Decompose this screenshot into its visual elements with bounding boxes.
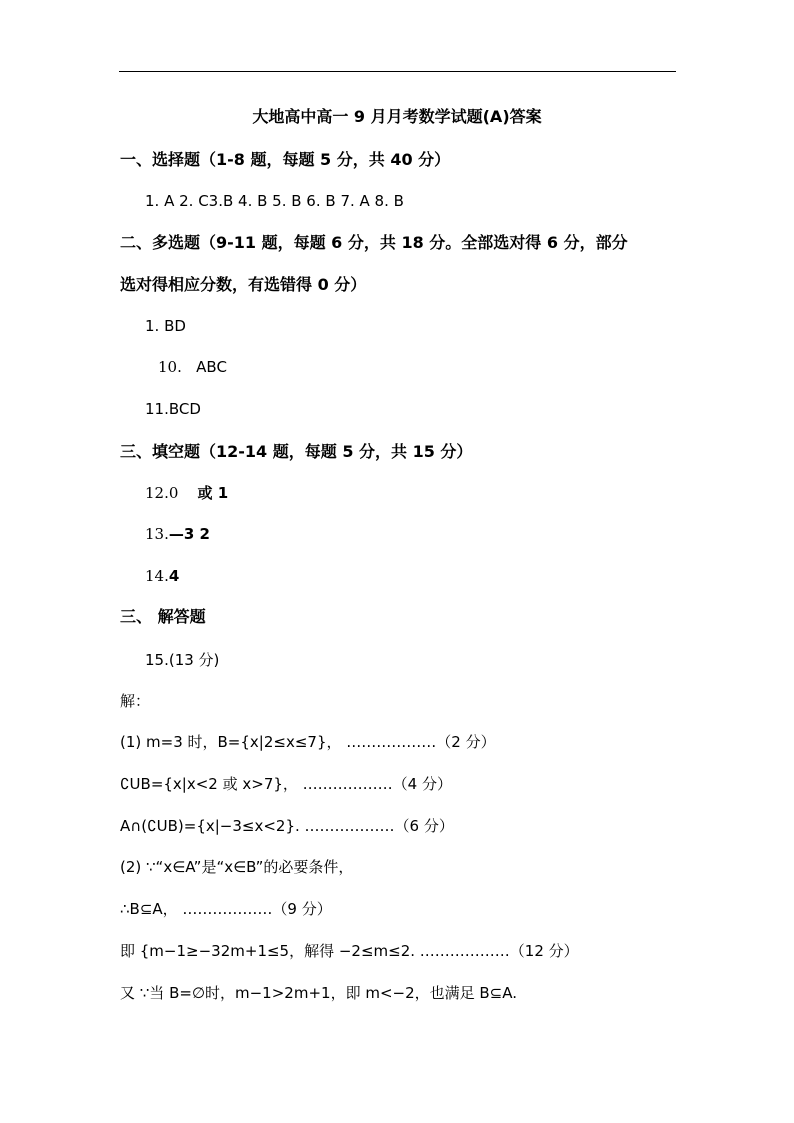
answer-value: —3 2 <box>168 525 210 543</box>
solution-label: 解： <box>120 692 151 710</box>
answer-value: 4 <box>168 567 180 585</box>
section-3-heading: 三、填空题（12-14 题，每题 5 分，共 15 分） <box>120 442 473 461</box>
section-1-answers: 1. A 2. C3.B 4. B 5. B 6. B 7. A 8. B <box>145 192 404 210</box>
section-1-heading: 一、选择题（1-8 题，每题 5 分，共 40 分） <box>120 150 451 169</box>
section-3-answer-13 <box>145 524 210 544</box>
question-15-label: 15.(13 分) <box>145 651 220 669</box>
solution-line-6: 即 {m−1≥−32m+1≤5，解得 −2≤m≤2. ………………（12 分） <box>120 942 579 960</box>
section-2-heading-line2: 选对得相应分数，有选错得 0 分） <box>120 275 367 294</box>
section-2-answer-3: 11.BCD <box>145 400 201 418</box>
section-2-answer-2 <box>158 357 227 377</box>
solution-line-2: ∁UB={x|x<2 或 x>7}， ………………（4 分） <box>120 775 452 793</box>
solution-line-4: (2) ∵“x∈A”是“x∈B”的必要条件， <box>120 858 354 876</box>
page-title: 大地高中高一 9 月月考数学试题(A)答案 <box>252 107 542 126</box>
answer-number: 10. <box>158 358 182 376</box>
header-rule <box>119 71 676 72</box>
section-3-answer-14 <box>145 566 179 586</box>
solution-line-1: (1) m=3 时，B={x|2≤x≤7}， ………………（2 分） <box>120 733 496 751</box>
answer-number: 12.0 <box>145 484 179 502</box>
answer-number: 13. <box>145 525 169 543</box>
answer-value: ABC <box>196 358 227 376</box>
section-3-answer-12 <box>145 483 228 503</box>
solution-line-5: ∴B⊆A， ………………（9 分） <box>120 900 332 918</box>
section-2-answer-1: 1. BD <box>145 317 186 335</box>
section-2-heading-line1: 二、多选题（9-11 题，每题 6 分，共 18 分。全部选对得 6 分，部分 <box>120 233 628 252</box>
section-4-heading: 三、 解答题 <box>120 607 206 626</box>
solution-line-7: 又 ∵当 B=∅时，m−1>2m+1，即 m<−2，也满足 B⊆A. <box>120 984 518 1002</box>
solution-line-3: A∩(∁UB)={x|−3≤x<2}. ………………（6 分） <box>120 817 454 835</box>
answer-number: 14. <box>145 567 169 585</box>
answer-value: 或 1 <box>197 484 229 502</box>
